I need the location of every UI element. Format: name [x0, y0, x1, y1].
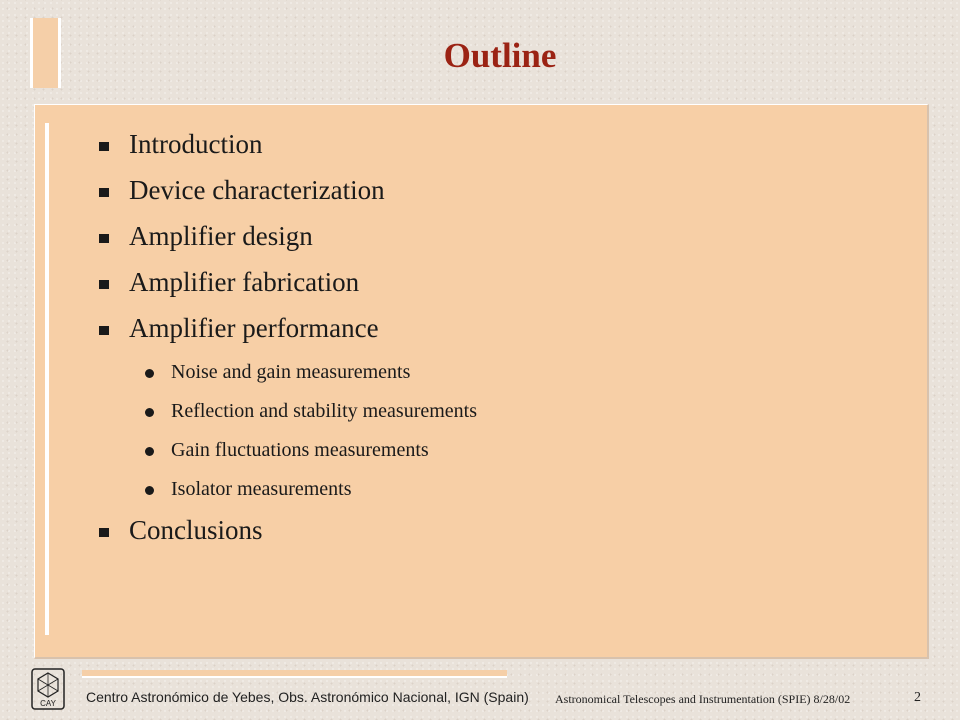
footer-institution: Centro Astronómico de Yebes, Obs. Astronómico Nacional, IGN (Spain) — [86, 689, 529, 705]
outline-item-text: Introduction — [129, 129, 263, 159]
square-bullet-icon — [99, 280, 109, 289]
outline-subitem — [93, 357, 477, 396]
square-bullet-icon — [99, 234, 109, 243]
slide-title: Outline — [443, 36, 557, 75]
outline-item — [93, 173, 477, 219]
outline-item-text: Amplifier performance — [129, 313, 379, 343]
content-accent-stripe — [45, 123, 49, 635]
page-number: 2 — [914, 690, 921, 705]
outline-item — [93, 513, 477, 559]
outline-item-text: Device characterization — [129, 175, 385, 205]
logo-text: CAY — [40, 699, 56, 708]
round-bullet-icon — [145, 408, 154, 417]
content-panel — [34, 104, 929, 659]
outline-subitem — [93, 435, 477, 474]
outline-item — [93, 265, 477, 311]
round-bullet-icon — [145, 486, 154, 495]
square-bullet-icon — [99, 188, 109, 197]
outline-subitem-text: Isolator measurements — [171, 478, 352, 500]
outline-item — [93, 311, 477, 357]
square-bullet-icon — [99, 528, 109, 537]
outline-subitem-text: Noise and gain measurements — [171, 361, 411, 383]
outline-item-text: Conclusions — [129, 515, 263, 545]
outline-subitem-text: Reflection and stability measurements — [171, 400, 478, 422]
outline-item-text: Amplifier fabrication — [129, 267, 360, 297]
round-bullet-icon — [145, 369, 154, 378]
square-bullet-icon — [99, 142, 109, 151]
outline-list — [93, 127, 477, 559]
footer-conference: Astronomical Telescopes and Instrumentation (SPIE) 8/28/02 — [555, 692, 851, 706]
outline-subitem — [93, 474, 477, 513]
outline-subitem — [93, 396, 477, 435]
square-bullet-icon — [99, 326, 109, 335]
footer-divider — [82, 670, 507, 678]
outline-item-text: Amplifier design — [129, 221, 313, 251]
outline-item — [93, 127, 477, 173]
outline-subitem-text: Gain fluctuations measurements — [171, 439, 429, 461]
cay-logo-icon — [31, 668, 65, 710]
round-bullet-icon — [145, 447, 154, 456]
outline-item — [93, 219, 477, 265]
